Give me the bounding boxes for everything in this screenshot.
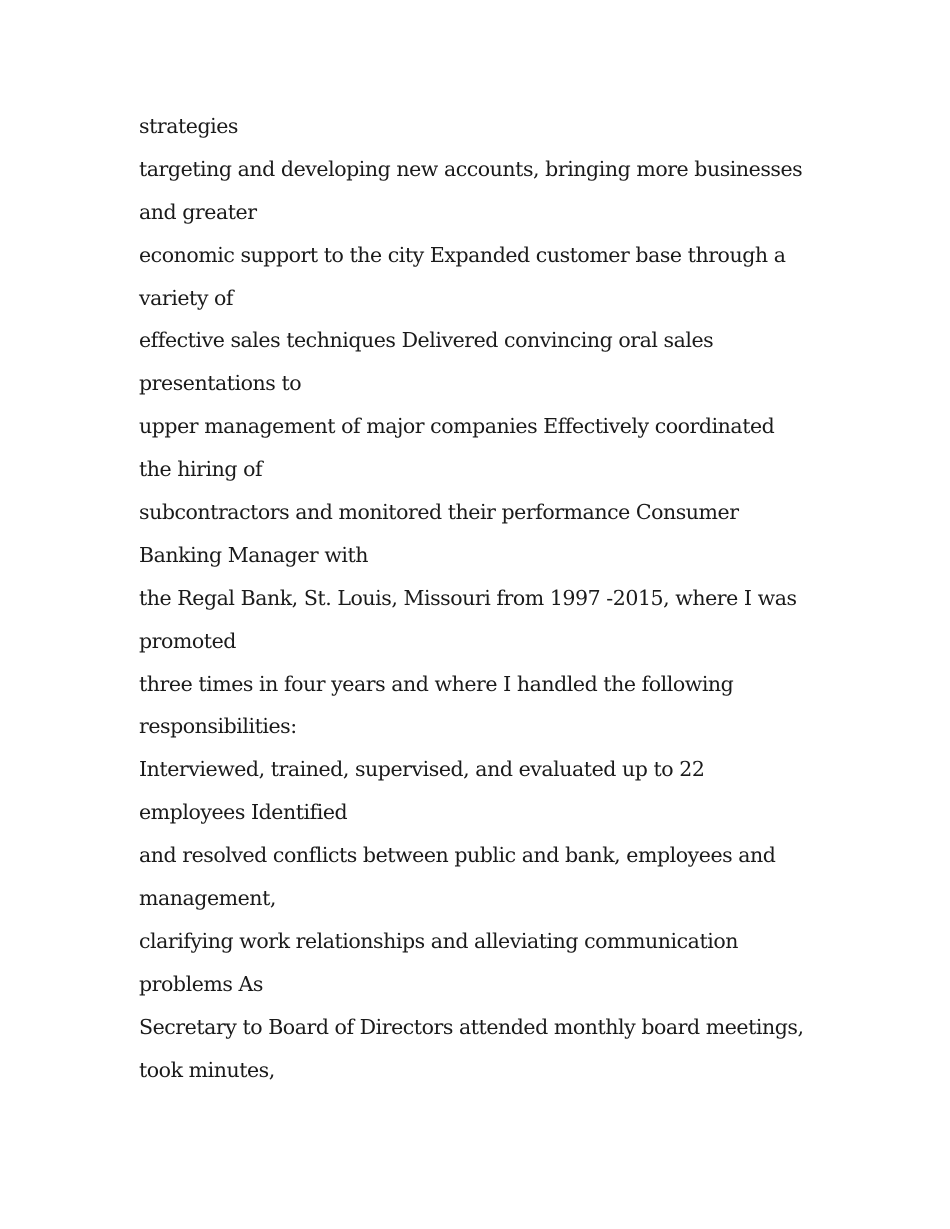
text-line: took minutes,	[139, 1057, 275, 1082]
text-line: subcontractors and monitored their performance Consumer	[139, 500, 739, 525]
text-line: problems As	[139, 971, 263, 996]
text-line: targeting and developing new accounts, bringing more businesses	[139, 156, 803, 181]
text-line: strategies	[139, 114, 238, 138]
text-line: effective sales techniques Delivered convincing oral sales	[139, 328, 714, 353]
text-line: responsibilities:	[139, 714, 297, 739]
text-line: upper management of major companies Effectively coordinated	[139, 414, 775, 439]
text-line: the Regal Bank, St. Louis, Missouri from 1997 -2015, where I was	[139, 585, 797, 610]
text-line: clarifying work relationships and alleviating communication	[139, 928, 738, 953]
text-line: management,	[139, 886, 276, 911]
text-line: employees Identified	[139, 800, 348, 825]
text-line: three times in four years and where I handled the following	[139, 671, 734, 696]
text-line: Banking Manager with	[139, 542, 369, 567]
text-line: promoted	[139, 628, 236, 653]
text-line: economic support to the city Expanded customer base through a	[139, 242, 786, 267]
text-line: the hiring of	[139, 457, 263, 482]
text-line: variety of	[139, 285, 234, 310]
text-line: Interviewed, trained, supervised, and evaluated up to 22	[139, 757, 705, 782]
text-line: Secretary to Board of Directors attended monthly board meetings,	[139, 1014, 804, 1039]
text-line: and greater	[139, 199, 257, 224]
text-line: and resolved conflicts between public and bank, employees and	[139, 843, 776, 868]
body-text	[139, 105, 829, 1091]
text-line: presentations to	[139, 371, 302, 396]
